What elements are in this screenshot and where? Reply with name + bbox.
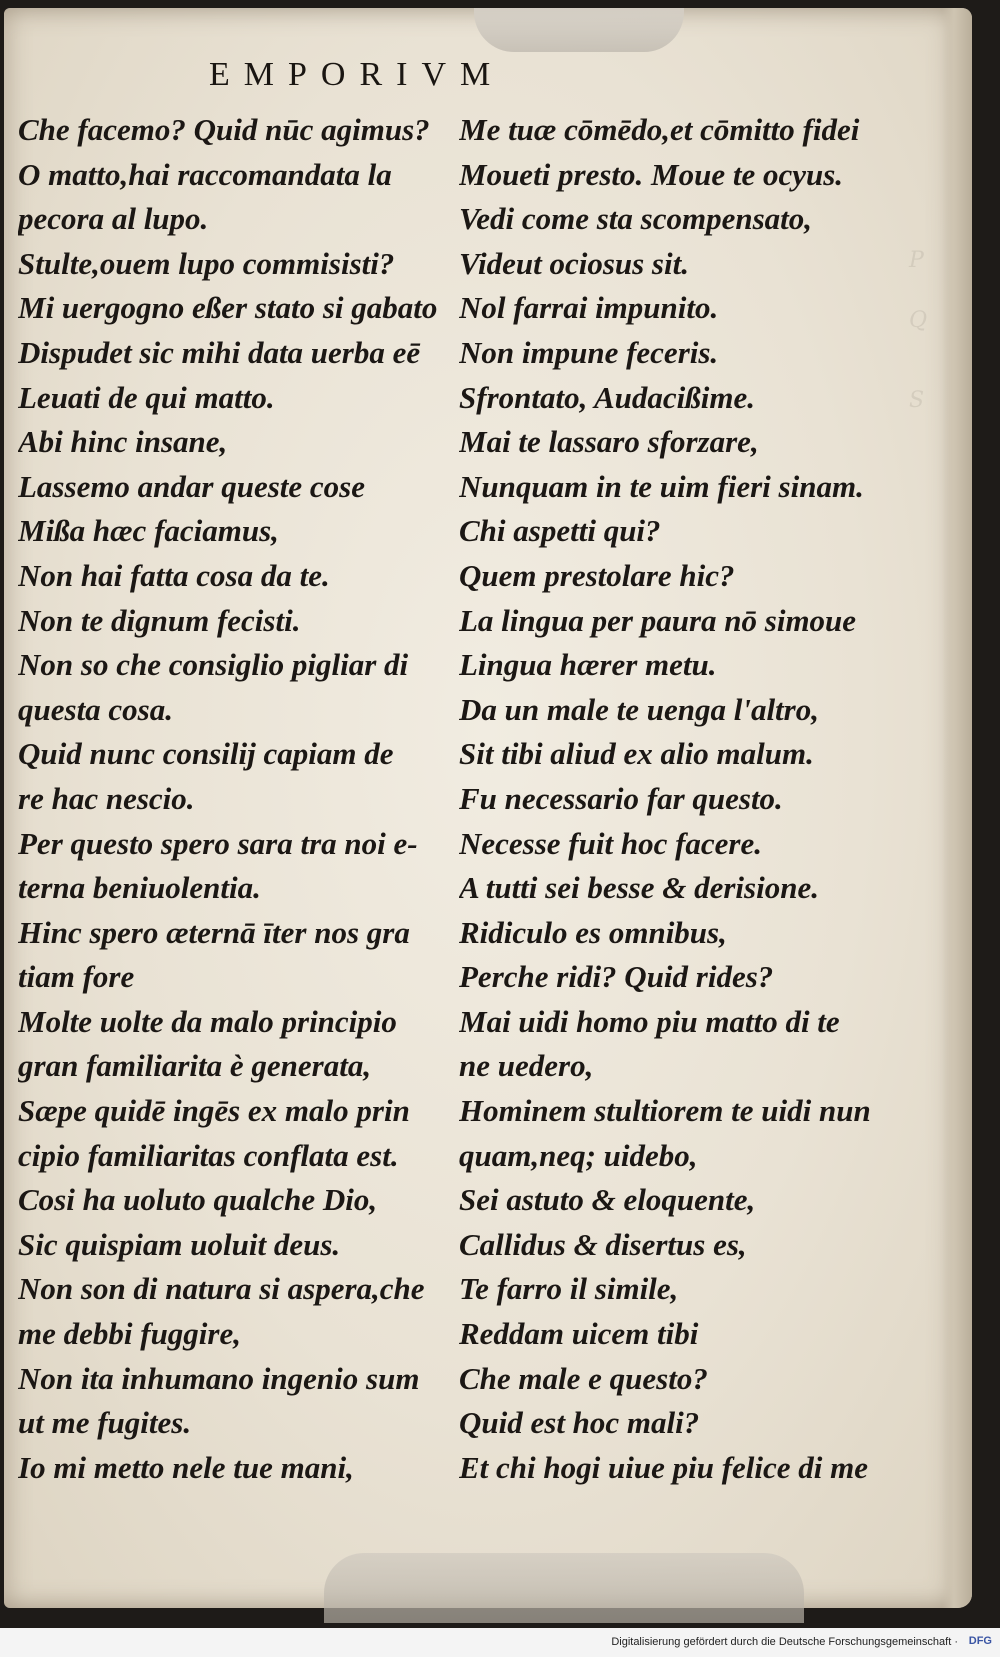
dfg-logo: DFG bbox=[968, 1635, 992, 1647]
text-line: Non so che consiglio pigliar di bbox=[18, 647, 409, 683]
text-line: A tutti sei besse & derisione. bbox=[459, 870, 819, 906]
text-line: Te farro il simile, bbox=[459, 1271, 679, 1307]
text-line: Quid nunc consilij capiam de bbox=[18, 736, 394, 772]
text-line: Nunquam in te uim fieri sinam. bbox=[459, 468, 864, 504]
text-line: tiam fore bbox=[18, 959, 135, 995]
text-line: Non hai fatta cosa da te. bbox=[18, 557, 330, 593]
text-line: Sic quispiam uoluit deus. bbox=[18, 1226, 341, 1262]
text-line: Nol farrai impunito. bbox=[459, 290, 719, 326]
text-line: Mißa hæc faciamus, bbox=[18, 513, 279, 549]
page-clasp-bottom bbox=[324, 1553, 804, 1623]
text-line: Sei astuto & eloquente, bbox=[459, 1182, 756, 1218]
text-line: Hominem stultiorem te uidi nun bbox=[459, 1093, 871, 1129]
show-through: Q bbox=[909, 308, 928, 333]
text-line: Me tuæ cōmēdo,et cōmitto fidei bbox=[459, 112, 860, 147]
text-line: Mai uidi homo piu matto di te bbox=[459, 1003, 840, 1039]
page-edge bbox=[942, 8, 972, 1608]
text-line: Per questo spero sara tra noi e- bbox=[18, 825, 418, 861]
digitization-credit: Digitalisierung gefördert durch die Deutsche Forschungsgemeinschaft · bbox=[611, 1636, 958, 1648]
show-through: S bbox=[909, 388, 925, 413]
text-line: Necesse fuit hoc facere. bbox=[459, 825, 763, 861]
text-line: Callidus & disertus es, bbox=[459, 1226, 747, 1262]
text-line: Sfrontato, Audacißime. bbox=[459, 379, 755, 415]
text-line: Hinc spero æternā īter nos gra bbox=[18, 914, 410, 950]
text-line: pecora al lupo. bbox=[18, 201, 209, 237]
text-line: Molte uolte da malo principio bbox=[18, 1003, 397, 1039]
text-line: Non son di natura si aspera,che bbox=[18, 1271, 425, 1307]
text-line: Stulte,ouem lupo commisisti? bbox=[18, 245, 395, 281]
text-line: Quid est hoc mali? bbox=[459, 1405, 700, 1441]
text-line: Lassemo andar queste cose bbox=[18, 468, 366, 504]
text-line: Moueti presto. Moue te ocyus. bbox=[459, 156, 844, 192]
text-line: Ridiculo es omnibus, bbox=[459, 914, 727, 950]
text-line: O matto,hai raccomandata la bbox=[18, 156, 392, 192]
text-line: Da un male te uenga l'altro, bbox=[459, 691, 819, 727]
text-line: Fu necessario far questo. bbox=[459, 780, 783, 816]
text-line: Dispudet sic mihi data uerba eē bbox=[18, 334, 421, 370]
text-line: Lingua hærer metu. bbox=[459, 647, 717, 683]
text-line: ut me fugites. bbox=[18, 1405, 192, 1441]
text-line: Perche ridi? Quid rides? bbox=[459, 959, 774, 995]
text-line: questa cosa. bbox=[18, 691, 173, 727]
text-line: Leuati de qui matto. bbox=[18, 379, 275, 415]
text-line: terna beniuolentia. bbox=[18, 870, 261, 906]
text-line: Sæpe quidē ingēs ex malo prin bbox=[18, 1093, 410, 1129]
text-line: La lingua per paura nō simoue bbox=[459, 602, 857, 638]
text-line: Chi aspetti qui? bbox=[459, 513, 661, 549]
text-line: Et chi hogi uiue piu felice di me bbox=[459, 1449, 869, 1485]
text-line: cipio familiaritas conflata est. bbox=[18, 1137, 399, 1173]
text-line: re hac nescio. bbox=[18, 780, 195, 816]
text-line: Io mi metto nele tue mani, bbox=[18, 1449, 354, 1485]
text-line: Che facemo? Quid nūc agimus? bbox=[18, 112, 430, 147]
text-line: Vedi come sta scompensato, bbox=[459, 201, 813, 237]
text-line: Abi hinc insane, bbox=[18, 424, 228, 460]
text-line: Videut ociosus sit. bbox=[459, 245, 689, 281]
running-title: EMPORIVM bbox=[209, 56, 505, 93]
text-line: Quem prestolare hic? bbox=[459, 557, 735, 593]
left-column bbox=[18, 108, 478, 1490]
text-line: Mi uergogno eßer stato si gabato bbox=[18, 290, 438, 326]
show-through: P bbox=[909, 248, 924, 273]
text-line: Che male e questo? bbox=[459, 1360, 708, 1396]
text-line: gran familiarita è generata, bbox=[18, 1048, 372, 1084]
text-line: quam,neq; uidebo, bbox=[459, 1137, 698, 1173]
page-clasp-top bbox=[474, 8, 684, 52]
text-line: Non impune feceris. bbox=[459, 334, 719, 370]
book-page bbox=[4, 8, 972, 1608]
text-line: Non te dignum fecisti. bbox=[18, 602, 301, 638]
text-line: ne uedero, bbox=[459, 1048, 594, 1084]
text-line: me debbi fuggire, bbox=[18, 1316, 241, 1352]
right-column bbox=[459, 108, 909, 1490]
text-line: Reddam uicem tibi bbox=[459, 1316, 699, 1352]
text-line: Non ita inhumano ingenio sum bbox=[18, 1360, 420, 1396]
text-line: Mai te lassaro sforzare, bbox=[459, 424, 759, 460]
text-line: Cosi ha uoluto qualche Dio, bbox=[18, 1182, 378, 1218]
text-line: Sit tibi aliud ex alio malum. bbox=[459, 736, 814, 772]
